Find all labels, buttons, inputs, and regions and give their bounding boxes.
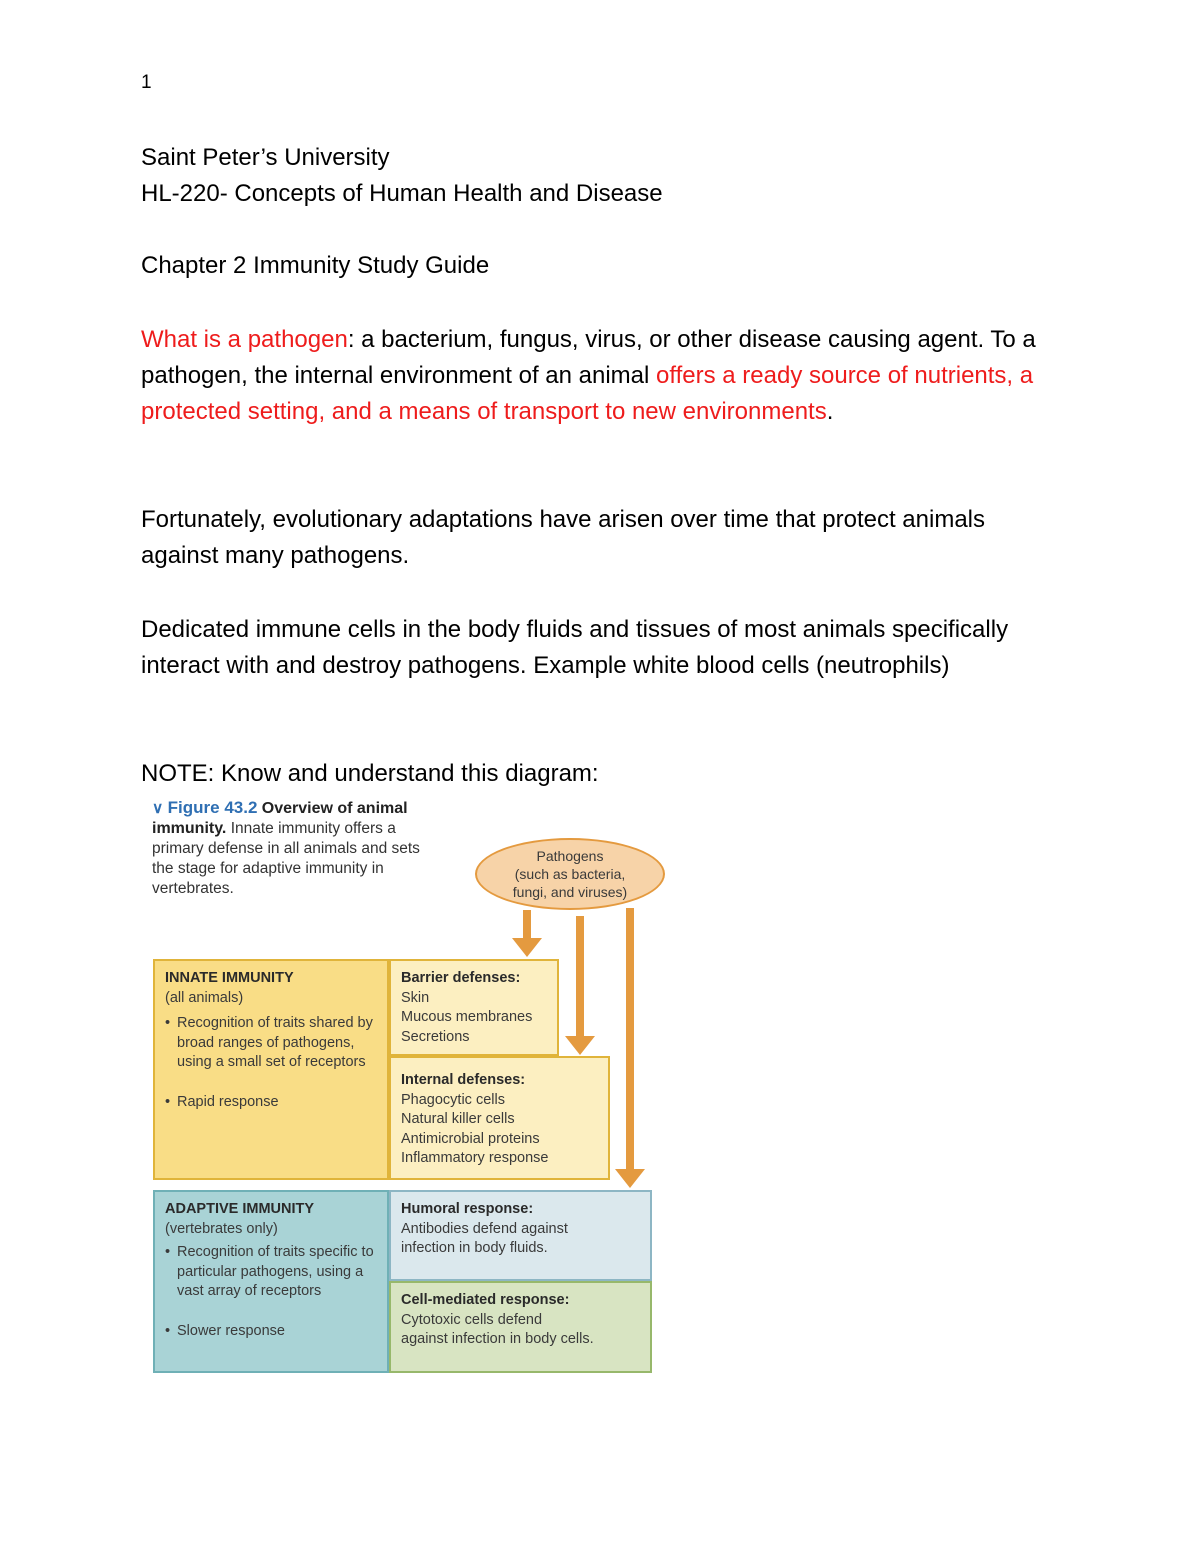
pathogens-title: Pathogens [536,848,604,864]
pathogen-end: . [826,398,834,425]
adaptive-immunity-box [153,1190,389,1373]
innate-immunity-box [153,959,389,1180]
internal-item: Natural killer cells [401,1111,515,1128]
innate-bullet-recognition: • Recognition of traits shared by broad ranges of pathogens, using a small set of receptors [165,1014,377,1073]
note-text: NOTE: Know and understand this diagram: [141,760,599,787]
pathogens-line2: (such as bacteria, [514,866,626,882]
innate-subtitle: (all animals) [165,989,244,1006]
figure-caption-text: Innate immunity offers a primary defense in all animals and sets the stage for adaptive immunity in vertebrates. [152,820,420,897]
barrier-title: Barrier defenses: [401,970,521,986]
pathogen-highlight: offers a ready source of nutrients, a protected setting, and a means of transport to new environments [141,362,1034,425]
paragraph-evolution: Fortunately, evolutionary adaptations have arisen over time that protect animals against many pathogens. [141,506,986,569]
internal-item: Inflammatory response [401,1150,549,1167]
internal-item: Phagocytic cells [401,1091,505,1108]
arrow-to-internal-shaft [576,916,584,1037]
humoral-title: Humoral response: [401,1201,534,1217]
arrow-to-adaptive-head [615,1169,645,1188]
immunity-diagram [150,796,675,1381]
cell-mediated-title: Cell-mediated response: [401,1292,570,1308]
pathogens-line3: fungi, and viruses) [512,884,628,900]
chevron-down-icon: ∨ [152,800,164,817]
humoral-line: infection in body fluids. [401,1240,548,1257]
adaptive-title: ADAPTIVE IMMUNITY [165,1201,315,1217]
cell-mediated-response-box [389,1281,652,1373]
humoral-line: Antibodies defend against [401,1220,568,1237]
cell-mediated-line: Cytotoxic cells defend [401,1311,543,1328]
internal-defenses-box [389,1056,610,1180]
barrier-item: Skin [401,989,430,1006]
pathogen-term: What is a pathogen [141,326,348,353]
arrow-to-adaptive-shaft [626,908,634,1171]
header-university: Saint Peter’s University [141,144,390,171]
header-course: HL-220- Concepts of Human Health and Disease [141,180,663,207]
adaptive-bullet-response: • Slower response [165,1322,377,1342]
innate-title: INNATE IMMUNITY [165,970,294,986]
humoral-response-box [389,1190,652,1281]
internal-item: Antimicrobial proteins [401,1130,540,1147]
internal-title: Internal defenses: [401,1072,526,1088]
barrier-item: Secretions [401,1028,470,1045]
innate-bullet-response: • Rapid response [165,1093,377,1113]
arrow-to-internal-head [565,1036,595,1055]
barrier-item: Mucous membranes [401,1009,533,1026]
pathogen-definition: : a bacterium, fungus, virus, or other disease causing agent. To a pathogen, the internal environment of an animal [141,326,1036,389]
arrow-to-barrier-head [512,938,542,957]
page-number: 1 [141,72,152,93]
barrier-defenses-box [389,959,559,1056]
cell-mediated-line: against infection in body cells. [401,1331,594,1348]
adaptive-bullet-recognition: • Recognition of traits specific to particular pathogens, using a vast array of receptors [165,1243,377,1302]
pathogen-paragraph [141,322,1061,430]
figure-title: Overview of animal immunity. [152,800,408,837]
adaptive-subtitle: (vertebrates only) [165,1220,278,1237]
figure-label: Figure 43.2 [167,798,258,817]
arrow-to-barrier-shaft [523,910,531,940]
paragraph-immune-cells: Dedicated immune cells in the body fluids and tissues of most animals specifically interact with and destroy pathogens. Example white blood cells (neutrophils) [141,616,1009,679]
guide-title: Chapter 2 Immunity Study Guide [141,252,490,279]
